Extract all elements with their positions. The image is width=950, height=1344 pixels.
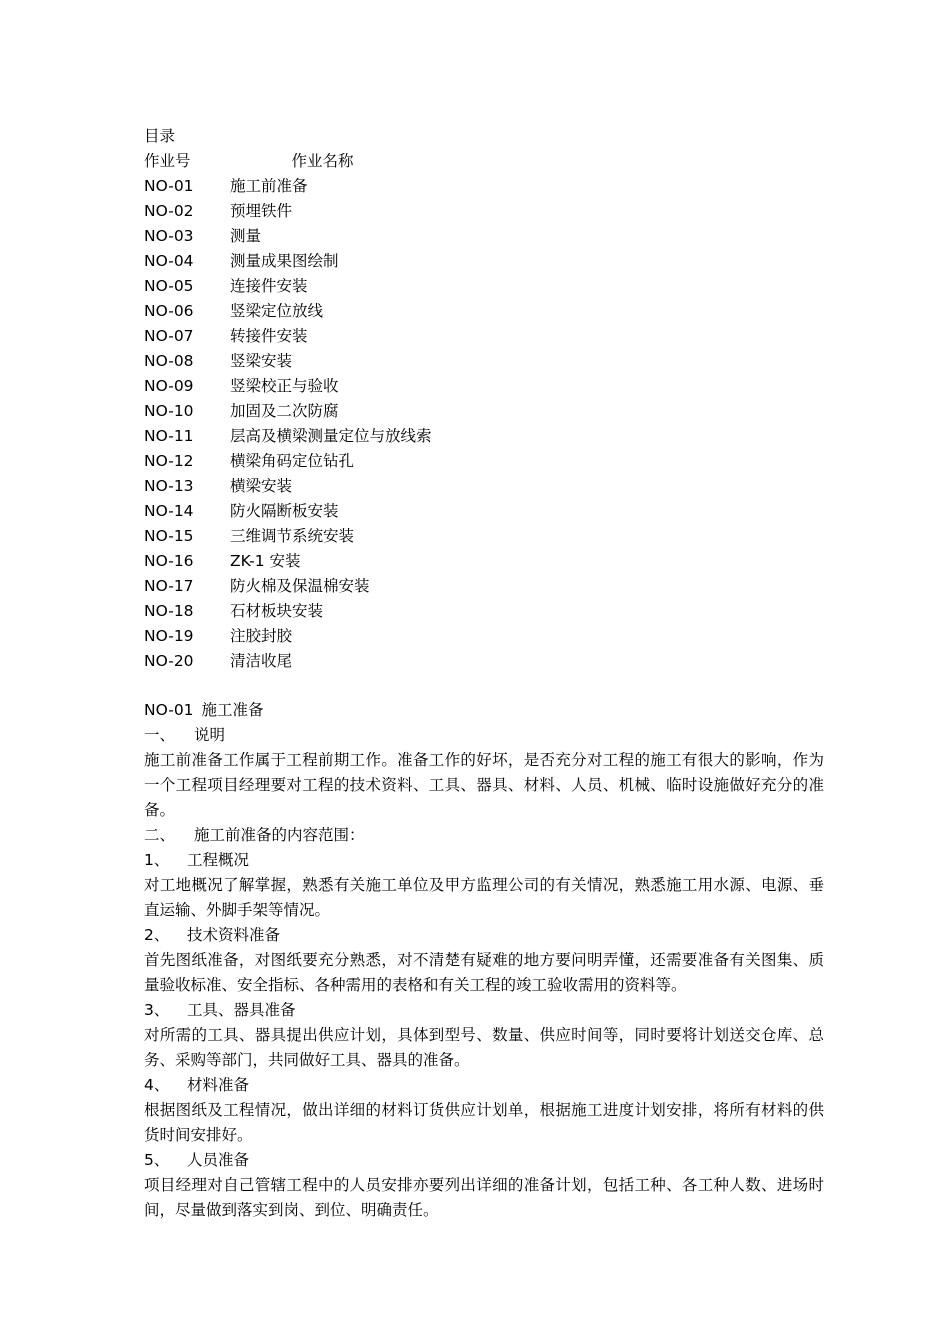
sub-text: 对工地概况了解掌握，熟悉有关施工单位及甲方监理公司的有关情况，熟悉施工用水源、电源、垂直运输、外脚手架等情况。	[144, 876, 824, 919]
sub-heading	[144, 998, 824, 1023]
toc-item	[144, 374, 824, 399]
part1-title: 说明	[194, 726, 226, 744]
toc-item	[144, 299, 824, 324]
sub-text: 根据图纸及工程情况，做出详细的材料订货供应计划单，根据施工进度计划安排，将所有材料的供货时间安排好。	[144, 1101, 824, 1144]
toc-item	[144, 424, 824, 449]
sub-num: 2、	[144, 926, 170, 944]
toc-item	[144, 599, 824, 624]
sub-num: 5、	[144, 1151, 170, 1169]
toc-item-no: NO-09	[144, 377, 194, 395]
toc-item-name: 竖梁安装	[230, 352, 293, 370]
part2-num: 二、	[144, 826, 176, 844]
document-page	[144, 124, 824, 1223]
section-no: NO-01	[144, 701, 194, 719]
toc-item	[144, 499, 824, 524]
toc-item	[144, 649, 824, 674]
sub-heading	[144, 848, 824, 873]
toc-item-no: NO-08	[144, 352, 194, 370]
toc-item-no: NO-03	[144, 227, 194, 245]
section-title: 施工准备	[201, 701, 264, 719]
toc-item-name: 连接件安装	[230, 277, 308, 295]
section-gap	[144, 674, 824, 698]
toc-item	[144, 549, 824, 574]
toc-item-name: 竖梁定位放线	[230, 302, 324, 320]
sub-num: 3、	[144, 1001, 170, 1019]
sub-text: 对所需的工具、器具提出供应计划，具体到型号、数量、供应时间等，同时要将计划送交仓库、总务、采购等部门，共同做好工具、器具的准备。	[144, 1026, 824, 1069]
toc-item-no: NO-18	[144, 602, 194, 620]
toc-title: 目录	[144, 127, 176, 145]
toc-item-no: NO-20	[144, 652, 194, 670]
toc-item-name: 施工前准备	[230, 177, 308, 195]
toc-item	[144, 524, 824, 549]
toc-item-name: 测量	[230, 227, 262, 245]
toc-item-name: 竖梁校正与验收	[230, 377, 339, 395]
toc-item-name: 清洁收尾	[230, 652, 293, 670]
sub-title: 材料准备	[187, 1076, 250, 1094]
toc-list	[144, 174, 824, 674]
sub-title: 人员准备	[187, 1151, 250, 1169]
toc-item-name: 防火隔断板安装	[230, 502, 339, 520]
sub-heading	[144, 1148, 824, 1173]
toc-item-no: NO-07	[144, 327, 194, 345]
part1-num: 一、	[144, 726, 176, 744]
toc-header	[144, 149, 824, 174]
toc-item-name: 测量成果图绘制	[230, 252, 339, 270]
toc-item-no: NO-14	[144, 502, 194, 520]
toc-item-no: NO-15	[144, 527, 194, 545]
toc-item	[144, 474, 824, 499]
toc-item	[144, 274, 824, 299]
sub-heading	[144, 1073, 824, 1098]
part1-text: 施工前准备工作属于工程前期工作。准备工作的好坏，是否充分对工程的施工有很大的影响，作为一个工程项目经理要对工程的技术资料、工具、器具、材料、人员、机械、临时设施做好充分的准备。	[144, 751, 824, 819]
toc-item-name: 注胶封胶	[230, 627, 293, 645]
sub-title: 技术资料准备	[187, 926, 281, 944]
sub-heading	[144, 923, 824, 948]
toc-item-no: NO-17	[144, 577, 194, 595]
sub-text: 项目经理对自己管辖工程中的人员安排亦要列出详细的准备计划，包括工种、各工种人数、进场时间，尽量做到落实到岗、到位、明确责任。	[144, 1176, 824, 1219]
toc-item	[144, 449, 824, 474]
toc-item-no: NO-05	[144, 277, 194, 295]
toc-item-name: 石材板块安装	[230, 602, 324, 620]
toc-item-name: ZK-1 安装	[230, 552, 301, 570]
toc-item-no: NO-04	[144, 252, 194, 270]
toc-item-no: NO-13	[144, 477, 194, 495]
toc-item-no: NO-10	[144, 402, 194, 420]
part1-heading	[144, 723, 824, 748]
toc-item-no: NO-19	[144, 627, 194, 645]
toc-item	[144, 399, 824, 424]
toc-item	[144, 249, 824, 274]
toc-col-no-header: 作业号	[144, 152, 191, 170]
toc-item-name: 层高及横梁测量定位与放线索	[230, 427, 432, 445]
sub-num: 1、	[144, 851, 170, 869]
toc-item-name: 三维调节系统安装	[230, 527, 355, 545]
toc-item-name: 横梁安装	[230, 477, 293, 495]
toc-item	[144, 624, 824, 649]
toc-item-name: 防火棉及保温棉安装	[230, 577, 370, 595]
toc-item-no: NO-12	[144, 452, 194, 470]
toc-item-name: 转接件安装	[230, 327, 308, 345]
sub-title: 工程概况	[187, 851, 250, 869]
toc-item	[144, 174, 824, 199]
section-heading	[144, 698, 824, 723]
toc-item-no: NO-11	[144, 427, 194, 445]
part2-heading	[144, 823, 824, 848]
toc-col-name-header: 作业名称	[291, 152, 354, 170]
part2-title: 施工前准备的内容范围：	[194, 826, 365, 844]
toc-item-name: 加固及二次防腐	[230, 402, 339, 420]
toc-item-no: NO-06	[144, 302, 194, 320]
toc-item-no: NO-16	[144, 552, 194, 570]
toc-item	[144, 349, 824, 374]
toc-item	[144, 574, 824, 599]
toc-item	[144, 224, 824, 249]
sub-num: 4、	[144, 1076, 170, 1094]
sub-text: 首先图纸准备，对图纸要充分熟悉，对不清楚有疑难的地方要问明弄懂，还需要准备有关图集、质量验收标准、安全指标、各种需用的表格和有关工程的竣工验收需用的资料等。	[144, 951, 824, 994]
toc-item-no: NO-02	[144, 202, 194, 220]
sub-title: 工具、器具准备	[187, 1001, 296, 1019]
toc-item	[144, 199, 824, 224]
toc-item-name: 横梁角码定位钻孔	[230, 452, 355, 470]
toc-item-name: 预埋铁件	[230, 202, 293, 220]
toc-item	[144, 324, 824, 349]
toc-item-no: NO-01	[144, 177, 194, 195]
